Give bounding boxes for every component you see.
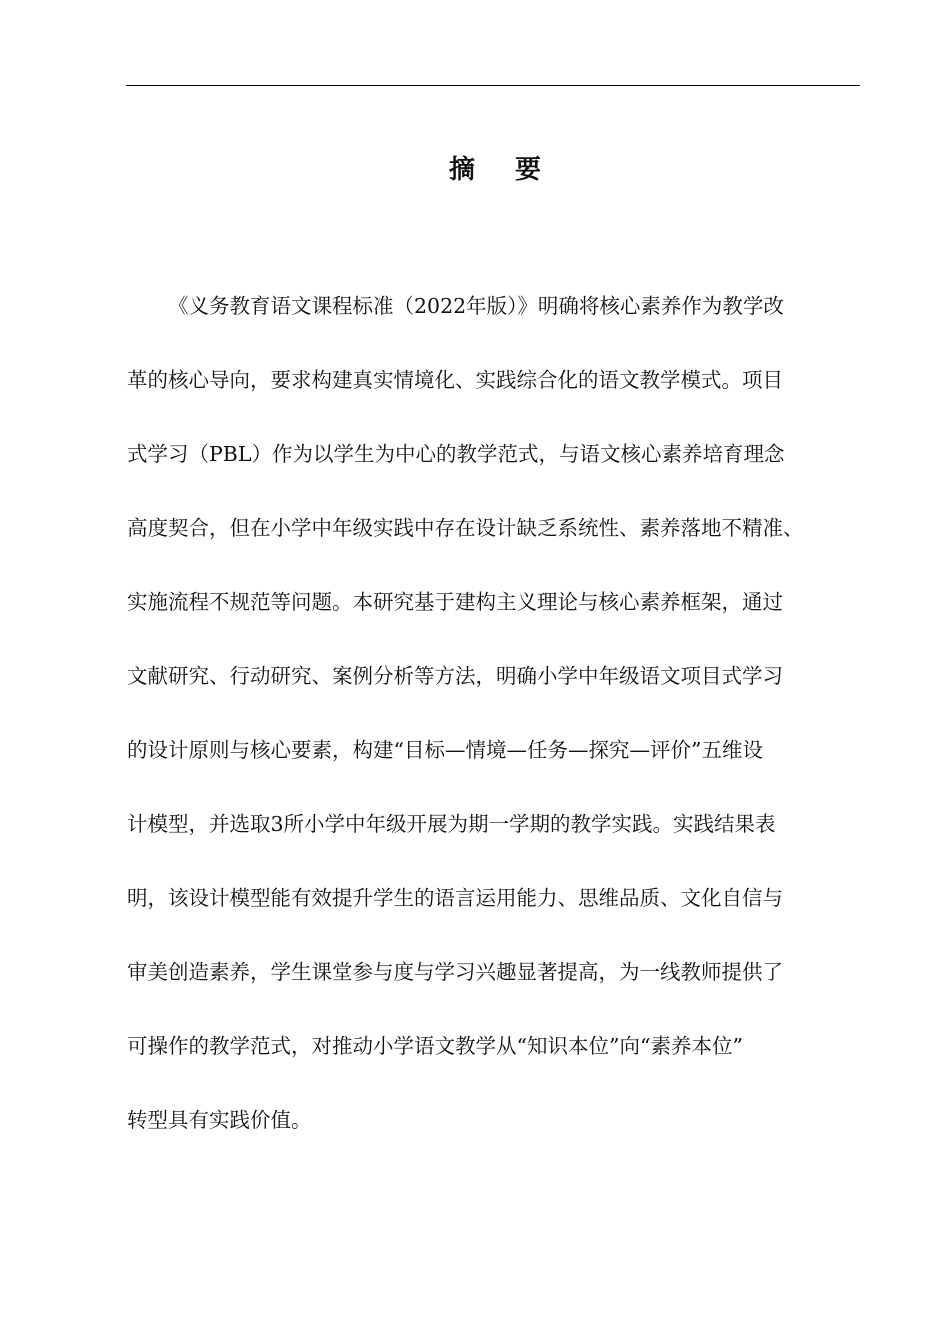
abstract-line: 实施流程不规范等问题。本研究基于建构主义理论与核心素养框架，通过 (127, 590, 783, 614)
abstract-line: 计模型，并选取3所小学中年级开展为期一学期的教学实践。实践结果表 (127, 812, 776, 836)
abstract-line: 高度契合，但在小学中年级实践中存在设计缺乏系统性、素养落地不精准、 (127, 516, 804, 540)
abstract-line: 转型具有实践价值。 (127, 1108, 312, 1132)
abstract-line: 的设计原则与核心要素，构建“目标—情境—任务—探究—评价”五维设 (127, 738, 763, 762)
abstract-line: 式学习（PBL）作为以学生为中心的教学范式，与语文核心素养培育理念 (127, 442, 785, 466)
abstract-line: 《义务教育语文课程标准（2022年版）》明确将核心素养作为教学改 (168, 294, 784, 318)
abstract-line: 明，该设计模型能有效提升学生的语言运用能力、思维品质、文化自信与 (127, 886, 783, 910)
title-char-left: 摘 (448, 155, 475, 185)
header-rule (126, 85, 860, 86)
abstract-line: 革的核心导向，要求构建真实情境化、实践综合化的语文教学模式。项目 (127, 368, 783, 392)
abstract-line: 文献研究、行动研究、案例分析等方法，明确小学中年级语文项目式学习 (127, 664, 783, 688)
title-char-right: 要 (515, 155, 542, 185)
abstract-line: 审美创造素养，学生课堂参与度与学习兴趣显著提高，为一线教师提供了 (127, 960, 783, 984)
abstract-paragraph (127, 286, 867, 1174)
abstract-line: 可操作的教学范式，对推动小学语文教学从“知识本位”向“素养本位” (127, 1034, 743, 1058)
page-title (0, 150, 950, 190)
